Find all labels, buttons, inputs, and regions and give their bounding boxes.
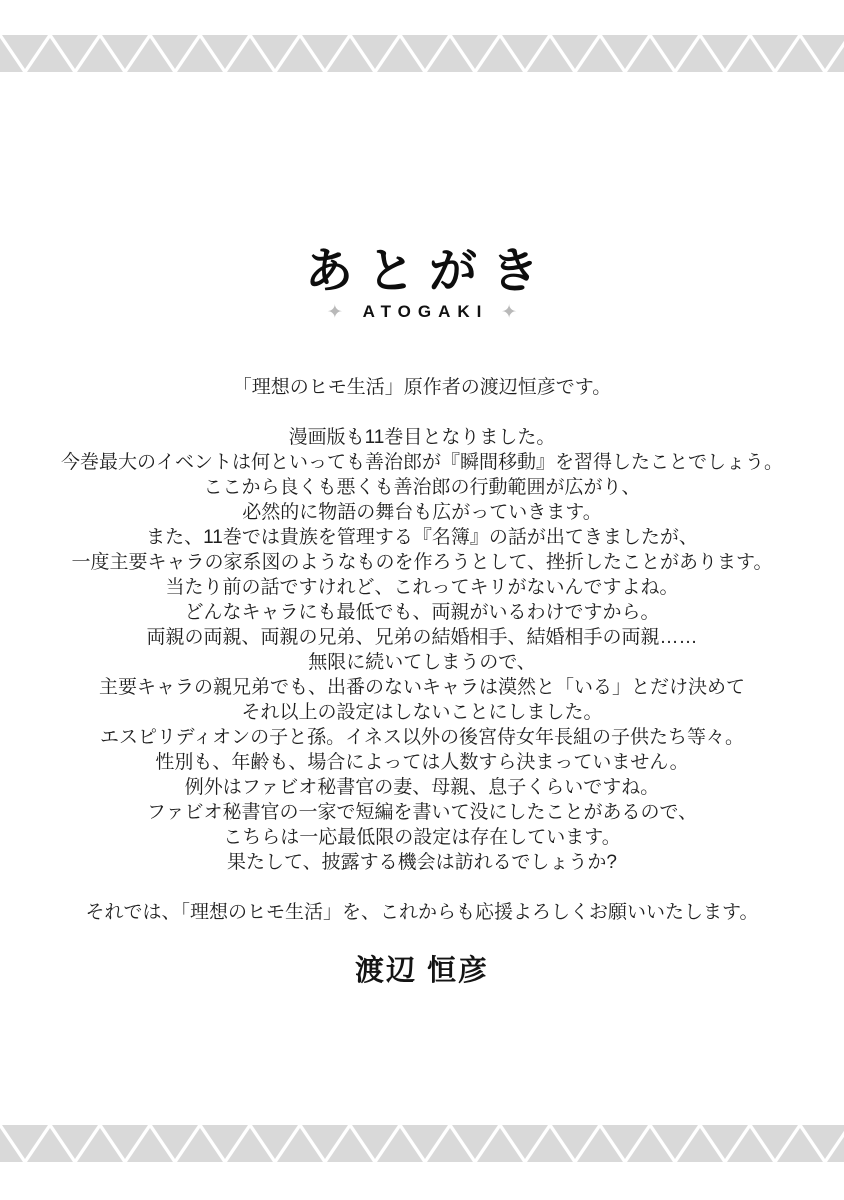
page-title: あとがき <box>304 245 553 298</box>
afterword-line: 当たり前の話ですけれど、これってキリがないんですよね。 <box>165 577 679 598</box>
subtitle-text: ATOGAKI <box>362 302 489 321</box>
afterword-line: 一度主要キャラの家系図のようなものを作ろうとして、挫折したことがあります。 <box>71 552 773 573</box>
afterword-line: また、11巻では貴族を管理する『名簿』の話が出てきましたが、 <box>146 527 698 548</box>
sparkle-icon: ✦ <box>326 302 343 323</box>
sparkle-icon: ✦ <box>501 302 518 323</box>
afterword-line: それでは、「理想のヒモ生活」を、これからも応援よろしくお願いいたします。 <box>85 902 759 923</box>
afterword-line: 主要キャラの親兄弟でも、出番のないキャラは漠然と「いる」とだけ決めて <box>98 677 745 698</box>
afterword-line: 性別も、年齢も、場合によっては人数すら決まっていません。 <box>155 752 689 773</box>
afterword-line: エスピリディオンの子と孫。イネス以外の後宮侍女年長組の子供たち等々。 <box>100 727 744 748</box>
afterword-body <box>0 375 844 925</box>
author-signature: 渡辺 恒彦 <box>354 955 490 987</box>
afterword-line: ここから良くも悪くも善治郎の行動範囲が広がり、 <box>203 477 641 498</box>
afterword-line <box>0 875 844 900</box>
afterword-line: 例外はファビオ秘書官の妻、母親、息子くらいですね。 <box>184 777 660 798</box>
afterword-line: 漫画版も11巻目となりました。 <box>288 427 556 448</box>
afterword-line: それ以上の設定はしないことにしました。 <box>241 702 603 723</box>
afterword-line: 果たして、披露する機会は訪れるでしょうか? <box>227 852 617 873</box>
zigzag-border-bottom <box>0 1125 844 1162</box>
afterword-line: ファビオ秘書官の一家で短編を書いて没にしたことがあるので、 <box>146 802 698 823</box>
afterword-line: 「理想のヒモ生活」原作者の渡辺恒彦です。 <box>232 377 612 398</box>
afterword-line <box>0 400 844 425</box>
afterword-line: 今巻最大のイベントは何といっても善治郎が『瞬間移動』を習得したことでしょう。 <box>60 452 783 473</box>
afterword-line: 必然的に物語の舞台も広がっていきます。 <box>242 502 602 523</box>
page-subtitle <box>0 301 844 324</box>
afterword-line: どんなキャラにも最低でも、両親がいるわけですから。 <box>184 602 660 623</box>
afterword-line: こちらは一応最低限の設定は存在しています。 <box>223 827 621 848</box>
afterword-line: 無限に続いてしまうので、 <box>308 652 536 673</box>
afterword-line: 両親の両親、両親の兄弟、兄弟の結婚相手、結婚相手の両親…… <box>146 627 698 648</box>
zigzag-border-top <box>0 35 844 72</box>
